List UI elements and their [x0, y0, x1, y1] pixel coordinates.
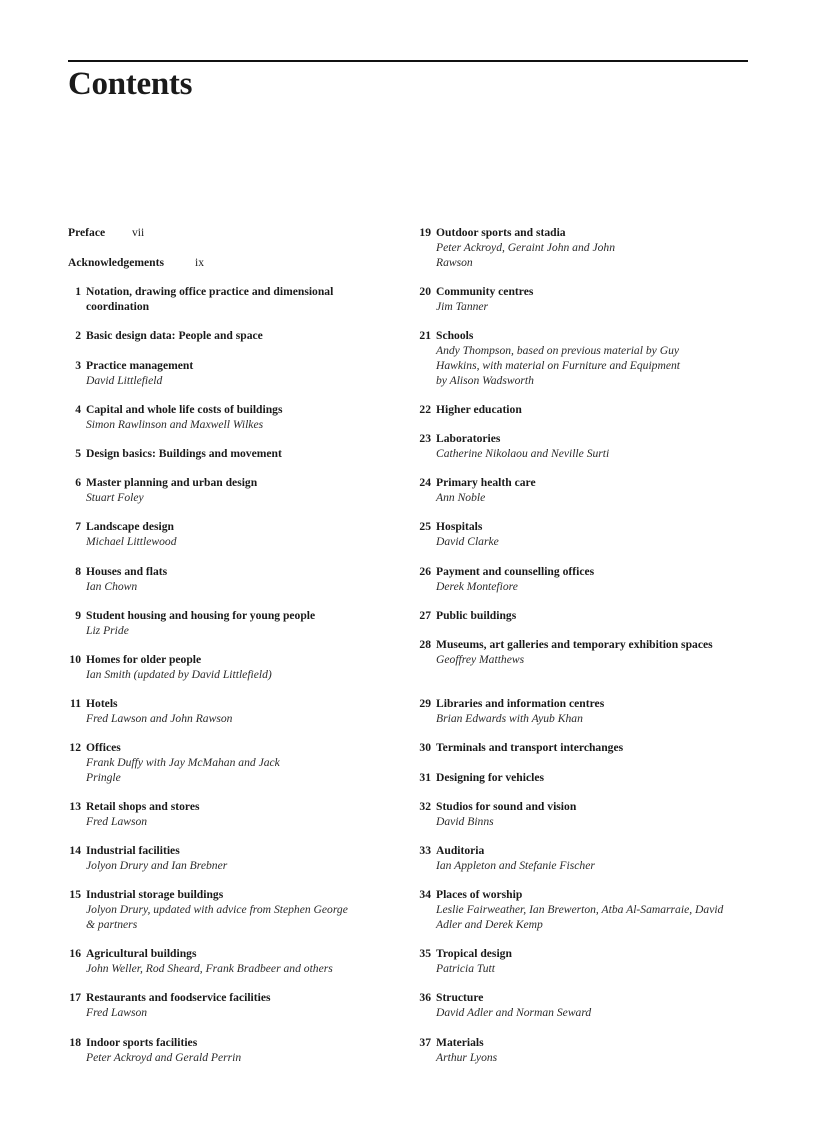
chapter-author: Ian Chown: [86, 580, 138, 593]
chapter-title: Auditoria: [436, 844, 485, 857]
chapter-title: Landscape design: [86, 520, 174, 533]
chapter-title: Design basics: Buildings and movement: [86, 447, 282, 460]
chapter-author: Simon Rawlinson and Maxwell Wilkes: [86, 418, 264, 431]
chapter-title: Structure: [436, 991, 484, 1004]
chapter-number: 28: [419, 638, 431, 651]
chapter-author: Michael Littlewood: [86, 535, 177, 548]
page-title: Contents: [68, 66, 193, 102]
preface-page: vii: [132, 226, 145, 239]
chapter-number: 4: [75, 403, 81, 416]
chapter-author: Peter Ackroyd, Geraint John and John Rawson: [436, 241, 616, 269]
chapter-number: 5: [75, 447, 81, 460]
chapter-number: 35: [419, 947, 431, 960]
chapter-number: 20: [419, 285, 431, 298]
chapter-author: Geoffrey Matthews: [436, 653, 525, 666]
chapter-number: 17: [69, 991, 81, 1004]
chapter-author: David Binns: [436, 815, 494, 828]
chapter-title: Studios for sound and vision: [436, 800, 577, 813]
toc-preface[interactable]: [68, 225, 145, 240]
chapter-title: Industrial storage buildings: [86, 888, 224, 901]
chapter-author: Jolyon Drury and Ian Brebner: [86, 859, 228, 872]
chapter-title: Schools: [436, 329, 474, 342]
chapter-author: Frank Duffy with Jay McMahan and Jack Pringle: [86, 756, 280, 784]
chapter-author: David Clarke: [436, 535, 499, 548]
chapter-number: 32: [419, 800, 431, 813]
chapter-author: John Weller, Rod Sheard, Frank Bradbeer and others: [86, 962, 333, 975]
top-rule: [68, 60, 748, 62]
chapter-number: 3: [75, 359, 81, 372]
chapter-author: Patricia Tutt: [436, 962, 495, 975]
chapter-title: Houses and flats: [86, 565, 168, 578]
chapter-title: Museums, art galleries and temporary exhibition spaces: [436, 638, 713, 651]
chapter-title: Industrial facilities: [86, 844, 180, 857]
chapter-number: 29: [419, 697, 431, 710]
toc-acknowledgements[interactable]: [68, 255, 205, 270]
chapter-title: Payment and counselling offices: [436, 565, 595, 578]
chapter-author: Fred Lawson: [86, 815, 148, 828]
chapter-number: 33: [419, 844, 431, 857]
preface-label: Preface: [68, 226, 106, 239]
chapter-title: Materials: [436, 1036, 484, 1049]
chapter-title: Master planning and urban design: [86, 476, 258, 489]
chapter-number: 8: [75, 565, 81, 578]
chapter-number: 24: [419, 476, 431, 489]
chapter-number: 11: [70, 697, 81, 710]
chapter-title: Higher education: [436, 403, 522, 416]
chapter-author: Ian Appleton and Stefanie Fischer: [436, 859, 595, 872]
chapter-title: Laboratories: [436, 432, 501, 445]
chapter-title: Tropical design: [436, 947, 512, 960]
chapter-number: 30: [419, 741, 431, 754]
chapter-number: 1: [75, 285, 81, 298]
chapter-author: Jim Tanner: [436, 300, 489, 313]
chapter-author: Fred Lawson and John Rawson: [86, 712, 233, 725]
chapter-number: 10: [69, 653, 81, 666]
chapter-author: Ian Smith (updated by David Littlefield): [86, 668, 272, 681]
chapter-number: 2: [75, 329, 81, 342]
chapter-title: Offices: [86, 741, 121, 754]
chapter-author: Fred Lawson: [86, 1006, 148, 1019]
chapter-title: Indoor sports facilities: [86, 1036, 198, 1049]
chapter-title: Practice management: [86, 359, 194, 372]
chapter-number: 23: [419, 432, 431, 445]
chapter-author: Leslie Fairweather, Ian Brewerton, Atba Al-Samarraie, David Adler and Derek Kemp: [436, 903, 724, 931]
chapter-title: Primary health care: [436, 476, 536, 489]
acknowledgements-page: ix: [195, 256, 205, 269]
chapter-author: Stuart Foley: [86, 491, 144, 504]
chapter-author: Catherine Nikolaou and Neville Surti: [436, 447, 610, 460]
chapter-title: Outdoor sports and stadia: [436, 226, 566, 239]
chapter-title: Places of worship: [436, 888, 523, 901]
chapter-author: Brian Edwards with Ayub Khan: [436, 712, 583, 725]
chapter-author: Derek Montefiore: [436, 580, 518, 593]
chapter-number: 15: [69, 888, 81, 901]
chapter-title: Homes for older people: [86, 653, 202, 666]
chapter-number: 36: [419, 991, 431, 1004]
chapter-author: Andy Thompson, based on previous material by Guy Hawkins, with material on Furniture and Equipment by Alison Wadsworth: [436, 344, 680, 387]
chapter-author: Peter Ackroyd and Gerald Perrin: [86, 1051, 242, 1064]
chapter-number: 14: [69, 844, 81, 857]
chapter-title: Terminals and transport interchanges: [436, 741, 624, 754]
chapter-title: Notation, drawing office practice and dimensional coordination: [86, 285, 334, 313]
chapter-title: Restaurants and foodservice facilities: [86, 991, 271, 1004]
chapter-author: Arthur Lyons: [436, 1051, 498, 1064]
chapter-author: David Littlefield: [86, 374, 163, 387]
chapter-number: 34: [419, 888, 431, 901]
chapter-title: Public buildings: [436, 609, 517, 622]
chapter-author: Liz Pride: [86, 624, 129, 637]
chapter-number: 25: [419, 520, 431, 533]
chapter-number: 13: [69, 800, 81, 813]
chapter-number: 26: [419, 565, 431, 578]
chapter-title: Basic design data: People and space: [86, 329, 263, 342]
chapter-title: Libraries and information centres: [436, 697, 605, 710]
chapter-title: Community centres: [436, 285, 534, 298]
chapter-number: 12: [69, 741, 81, 754]
acknowledgements-label: Acknowledgements: [68, 256, 164, 269]
chapter-number: 21: [419, 329, 431, 342]
chapter-number: 31: [419, 771, 431, 784]
chapter-title: Designing for vehicles: [436, 771, 544, 784]
chapter-author: Ann Noble: [436, 491, 486, 504]
chapter-author: Jolyon Drury, updated with advice from Stephen George & partners: [86, 903, 348, 931]
chapter-title: Agricultural buildings: [86, 947, 197, 960]
chapter-number: 22: [419, 403, 431, 416]
chapter-number: 16: [69, 947, 81, 960]
chapter-number: 27: [419, 609, 431, 622]
chapter-number: 6: [75, 476, 81, 489]
chapter-number: 37: [419, 1036, 431, 1049]
chapter-number: 19: [419, 226, 431, 239]
chapter-title: Hotels: [86, 697, 118, 710]
chapter-title: Retail shops and stores: [86, 800, 200, 813]
chapter-number: 9: [75, 609, 81, 622]
chapter-title: Hospitals: [436, 520, 483, 533]
chapter-number: 18: [69, 1036, 81, 1049]
chapter-author: David Adler and Norman Seward: [436, 1006, 592, 1019]
chapter-title: Student housing and housing for young people: [86, 609, 316, 622]
chapter-title: Capital and whole life costs of buildings: [86, 403, 283, 416]
chapter-number: 7: [75, 520, 81, 533]
